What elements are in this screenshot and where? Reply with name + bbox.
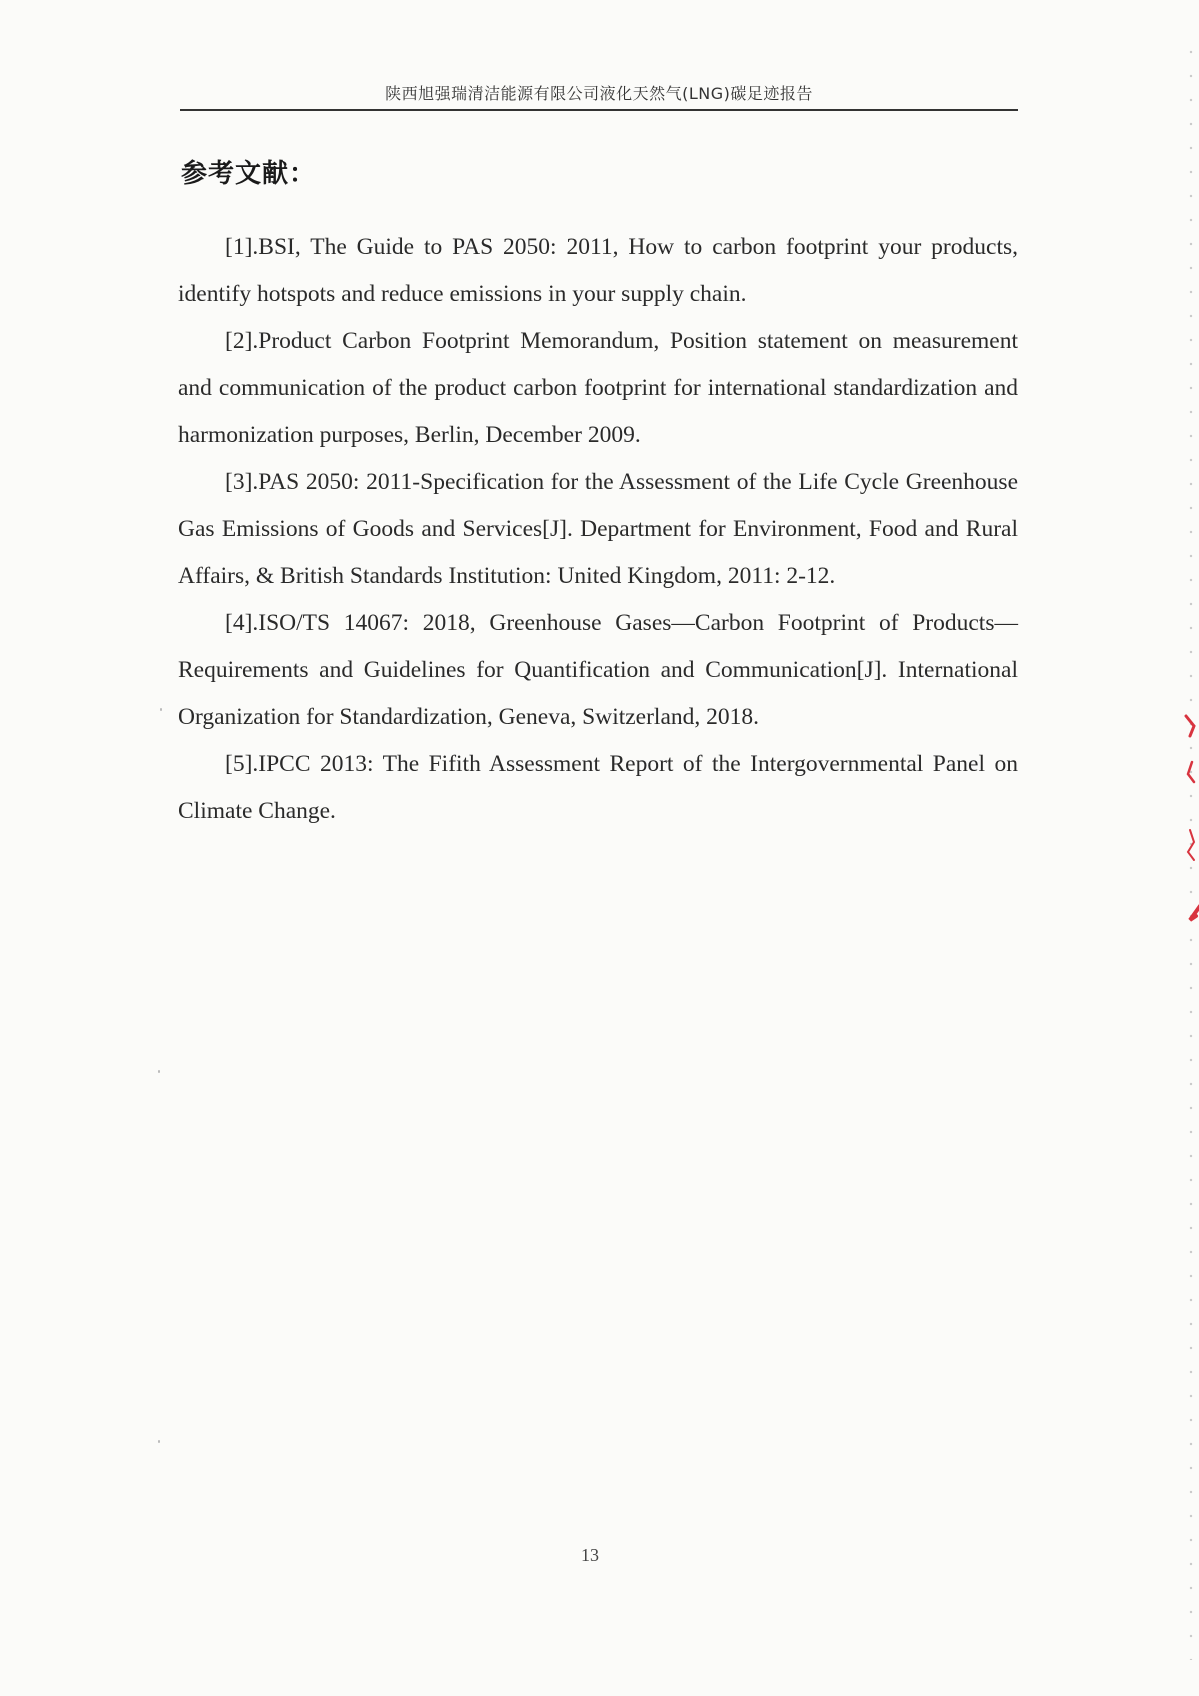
page-number: 13: [581, 1545, 599, 1565]
seal-stroke-low: [1188, 830, 1194, 860]
seal-stroke-bottom: [1190, 906, 1199, 920]
scan-speck: [160, 708, 162, 711]
scan-speck: [158, 1070, 160, 1073]
section-title: 参考文献：: [181, 159, 317, 189]
reference-item-4: [4].ISO/TS 14067: 2018, Greenhouse Gases—Carbon Footprint of Products—Requirements and Guidelines for Quantification and Communication[J]. International Organization for Standardization, Geneva, Switzerland, 2018.: [178, 610, 1018, 730]
reference-item-1: [1].BSI, The Guide to PAS 2050: 2011, How to carbon footprint your products, identify hotspots and reduce emissions in your supply chain.: [178, 234, 1018, 307]
red-seal-fragment-icon: [1180, 710, 1199, 930]
reference-item-2: [2].Product Carbon Footprint Memorandum, Position statement on measurement and communication of the product carbon footprint for international standardization and harmonization purposes, Berlin, December 2009.: [178, 328, 1018, 448]
header-rule: [180, 109, 1018, 111]
seal-stroke-top: [1186, 716, 1194, 736]
reference-list: [178, 224, 1018, 835]
running-header: 陕西旭强瑞清洁能源有限公司液化天然气(LNG)碳足迹报告: [385, 84, 813, 103]
seal-stroke-mid: [1188, 762, 1194, 782]
scan-speck: [158, 1440, 160, 1443]
reference-item-3: [3].PAS 2050: 2011-Specification for the Assessment of the Life Cycle Greenhouse Gas Emissions of Goods and Services[J]. Department for Environment, Food and Rural Affairs, & British Standards Institution: United Kingdom, 2011: 2-12.: [178, 469, 1018, 589]
reference-item-5: [5].IPCC 2013: The Fifith Assessment Report of the Intergovernmental Panel on Climate Change.: [178, 751, 1018, 824]
